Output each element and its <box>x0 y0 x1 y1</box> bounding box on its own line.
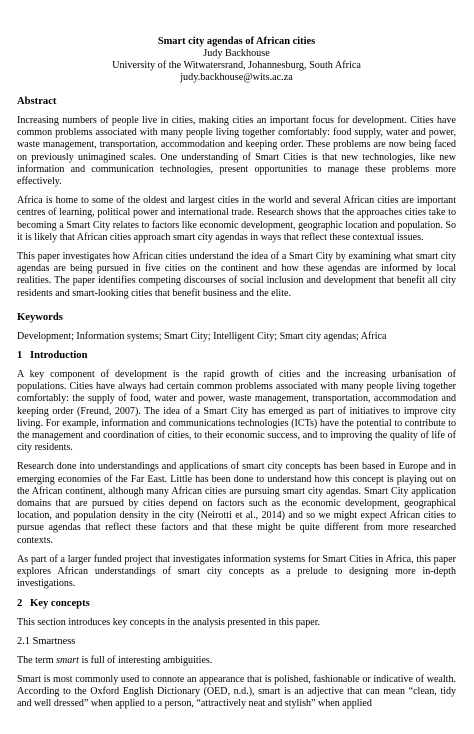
abstract-paragraph-2: Africa is home to some of the oldest and largest cities in the world and several African cities are important centres of learning, political power and international trade. Research shows that the approaches cities take to becoming a Smart City relates to factors like economic development, geographic location and population. So it is likely that African cities approach smart city agendas in ways that reflect these contextual issues. <box>17 195 456 243</box>
abstract-heading: Abstract <box>17 96 57 107</box>
abstract-paragraph-1: Increasing numbers of people live in cities, making cities an important focus for development. Cities have common problems associated with many people living together comfortably: food supply, water and power, waste management, transportation, accommodation and keeping order. These problems are now being faced on previously unimagined scales. One understanding of Smart Cities is that new technologies, like new information and communication technologies, present opportunities to manage these problems more effectively. <box>17 115 456 188</box>
author-affiliation: University of the Witwatersrand, Johannesburg, South Africa <box>112 60 361 71</box>
author-name: Judy Backhouse <box>203 48 270 59</box>
section-2-number: 2 <box>17 597 23 609</box>
intro-paragraph-1: A key component of development is the rapid growth of cities and the increasing urbanisation of populations. Cities have always had certain common problems associated with many people living together comfortably: the supply of food, water and power, waste management, transportation, accommodation and keeping order (Freund, 2007). The idea of a Smart City has emerged as part of initiatives to improve city living. For example, information and communications technologies (ICTs) have the potential to contribute to the management and coordination of cities, to their economic success, and to improving the quality of life of city residents. <box>17 369 456 454</box>
section-2-heading <box>17 598 456 610</box>
key-concepts-intro: This section introduces key concepts in the analysis presented in this paper. <box>17 616 321 628</box>
abstract-paragraph-3: This paper investigates how African cities understand the idea of a Smart City by examining what smart city agendas are being pursued in five cities on the continent and how these agendas are informed by local realities. The paper identifies competing discourses of social inclusion and development that benefit all city residents and smart-looking cities that benefit business and the elite. <box>17 251 456 299</box>
keywords-heading: Keywords <box>17 311 63 323</box>
subsection-2-1-heading: 2.1 Smartness <box>17 635 76 647</box>
intro-paragraph-3: As part of a larger funded project that investigates information systems for Smart Cities in Africa, this paper explores African understandings of smart city concepts as a prelude to designing more in-depth investigations. <box>17 553 456 590</box>
smart-term: smart <box>56 654 79 666</box>
smartness-paragraph-1: The term smart is full of interesting ambiguities. <box>17 654 213 666</box>
author-email: judy.backhouse@wits.ac.za <box>180 72 293 83</box>
smartness-paragraph-2: Smart is most commonly used to connote an appearance that is polished, fashionable or indicative of wealth. According to the Oxford English Dictionary (OED, n.d.), smart is an adjective that can mean “clean, tidy and well dressed” when applied to a person, “attractively neat and stylish” when applied <box>17 673 456 710</box>
section-1-number: 1 <box>17 350 23 362</box>
keywords-list: Development; Information systems; Smart City; Intelligent City; Smart city agendas; Africa <box>17 330 387 342</box>
paper-title: Smart city agendas of African cities <box>157 36 316 47</box>
paper-page <box>17 36 456 711</box>
section-1-title: Introduction <box>30 350 88 362</box>
section-1-heading <box>17 350 456 362</box>
section-2-title: Key concepts <box>30 597 90 609</box>
intro-paragraph-2: Research done into understandings and applications of smart city concepts has been based in Europe and in emerging economies of the Far East. Little has been done to understand how this concept is playing out on the African continent, although many African cities are pursuing smart city agendas. Smart City application domains that are pursued by cities depend on factors such as the economic development, geographical location, and population density in the city (Neirotti et al., 2014) and so we might expect African cities to pursue agendas that reflect these factors and that these might be quite different from more researched contexts. <box>17 461 456 546</box>
